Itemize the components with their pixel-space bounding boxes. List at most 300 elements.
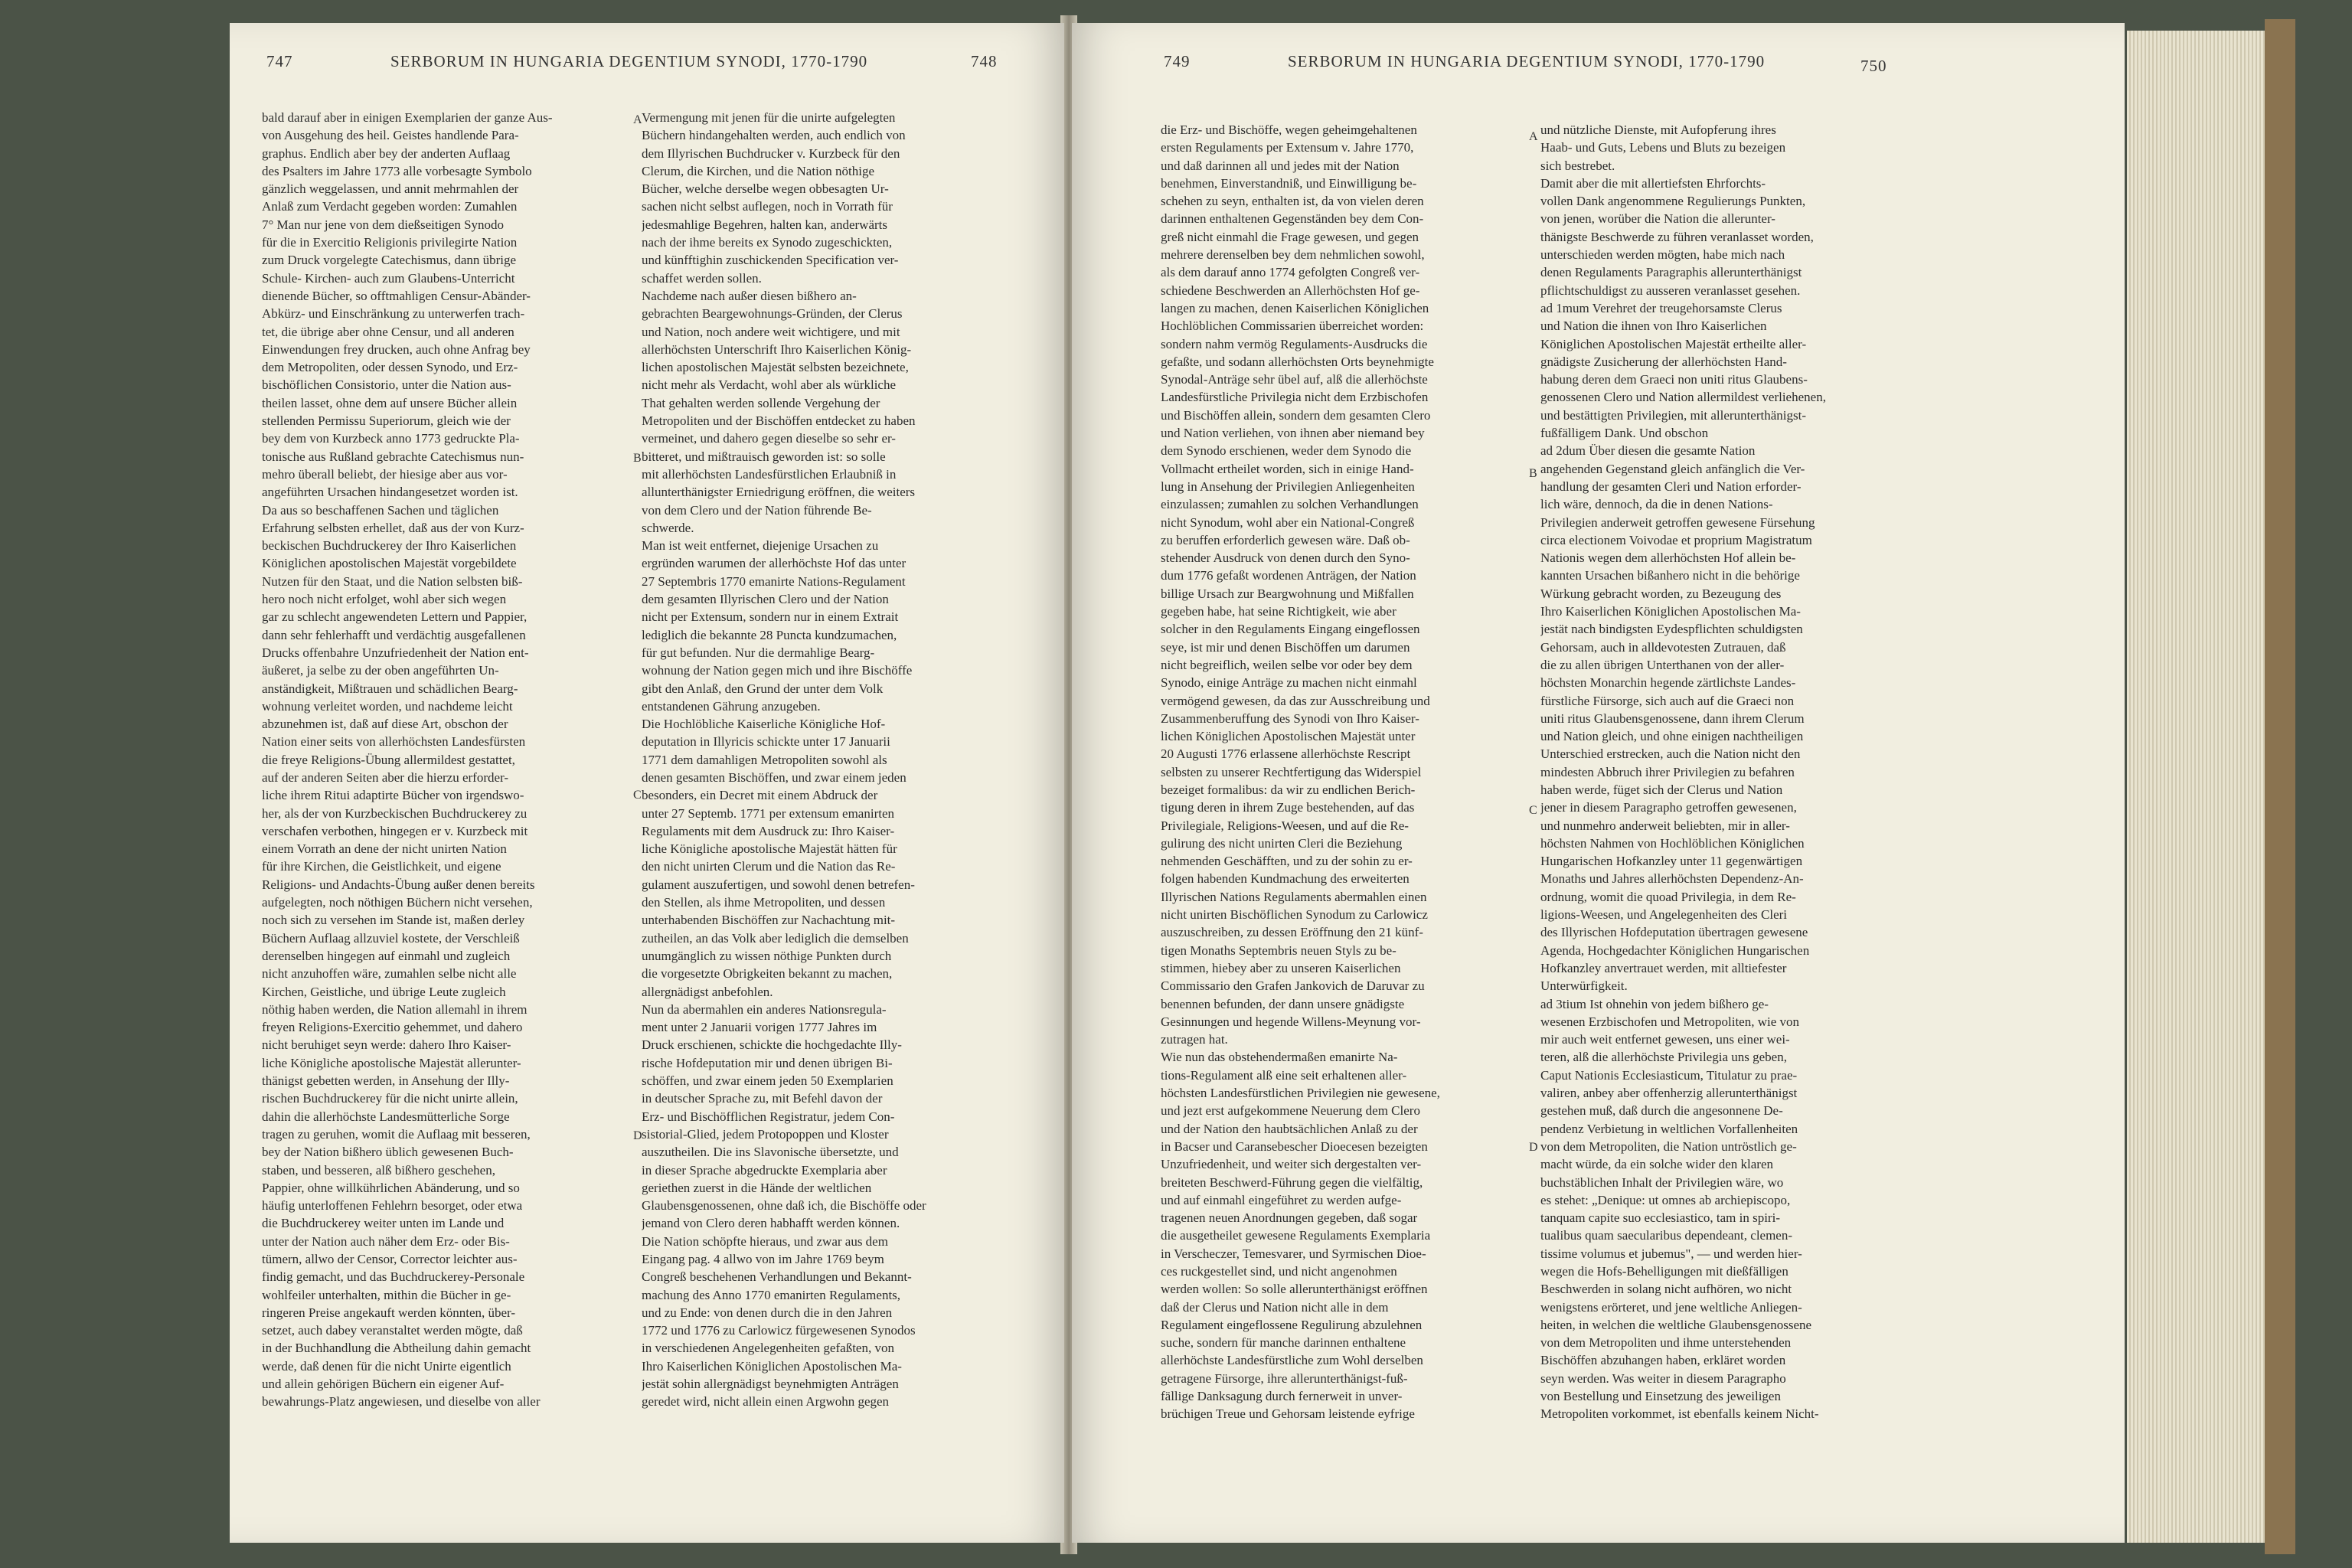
text-line: suche, sondern für manche darinnen enthaltene [1161,1335,1406,1351]
text-line: Hungarischen Hofkanzley unter 11 gegenwärtigen [1540,854,1803,869]
text-line: 7° Man nur jene von dem dießseitigen Synodo [262,217,505,232]
text-line: buchstäblichen Inhalt der Privilegien wäre, wo [1540,1174,1784,1190]
text-line: Regulament eingeflossene Regulirung abzulehnen [1161,1317,1423,1332]
text-line: des Psalters im Jahre 1773 alle vorbesagte Symbolo [262,163,532,178]
text-line: seye, ist mir und denen Bischöffen um darumen [1161,639,1410,655]
text-line: ad 3tium Ist ohnehin von jedem bißhero ge- [1540,996,1769,1011]
text-line: bitteret, und mißtrauisch geworden ist: so solle [642,449,886,464]
text-line: tigung deren in ihrem Zuge bestehenden, auf das [1161,800,1415,815]
text-line: von dem Metropoliten, die Nation untröstlich ge- [1540,1138,1797,1154]
text-line: angehenden Gegenstand gleich anfänglich die Ver- [1540,461,1805,476]
text-line: Einwendungen frey drucken, auch ohne Anfrag bey [262,341,531,357]
text-line: daß der Clerus und Nation nicht alle in dem [1161,1299,1389,1315]
text-line: Gehorsam, auch in alldevotesten Zutrauen, daß [1540,639,1786,655]
text-line: teren, alß die allerhöchste Privilegia uns geben, [1540,1050,1787,1065]
text-line: ordnung, womit die quoad Privilegia, in dem Re- [1540,889,1796,904]
text-line: kannten Ursachen bißanhero nicht in die behörige [1540,568,1800,583]
text-line: des Illyrischen Hofdeputation übertragen gewesene [1540,925,1808,940]
text-line: pendenz Verbietung in weltlichen Vorfallenheiten [1540,1121,1798,1136]
text-line: rischen Buchdruckerey für die nicht unirte allein, [262,1091,518,1106]
text-line: Landesfürstliche Privilegia nicht dem Erzbischofen [1161,390,1429,405]
text-line: Hofkanzley anvertrauet werden, mit alltiefester [1540,960,1787,975]
text-line: die vorgesetzte Obrigkeiten bekannt zu machen, [642,966,893,982]
text-line: dem Synodo erschienen, weder dem Synodo die [1161,443,1412,459]
text-column-749 [1161,121,1527,1423]
text-line: benennen befunden, der dann unsere gnädigste [1161,996,1405,1011]
text-line: und Nation die ihnen von Ihro Kaiserlichen [1540,318,1767,334]
text-line: den nicht unirten Clerum und die Nation das Re- [642,859,896,874]
text-line: dem Illyrischen Buchdrucker v. Kurzbeck für den [642,145,900,161]
text-line: auszuschreiben, zu dessen Eröffnung den 21 künf- [1161,925,1423,940]
text-line: Nation einer seits von allerhöchsten Landesfürsten [262,734,526,750]
text-line: sondern nahm vermög Regulaments-Ausdrucks die [1161,336,1428,351]
text-line: Würkung gebracht worden, zu Bezeugung des [1540,586,1782,601]
text-line: genossenen Clero und Nation allermildest verliehenen, [1540,390,1826,405]
running-title: SERBORUM IN HUNGARIA DEGENTIUM SYNODI, 1770-1790 [390,52,868,70]
page-edges [2127,31,2265,1543]
text-line: und Nation, noch andere weit wichtigere, und mit [642,324,900,339]
text-line: stellenden Permissu Superiorum, gleich wie der [262,413,511,429]
text-line: nach der ihme bereits ex Synodo zugeschickten, [642,235,893,250]
text-line: nicht mehr als Verdacht, wohl aber als würkliche [642,377,897,393]
text-line: Synodo, einige Anträge zu machen nicht einmahl [1161,675,1417,691]
text-line: entstandenen Gährung anzugeben. [642,698,821,714]
text-line: höchsten Nahmen von Hochlöblichen Königlichen [1540,835,1805,851]
text-line: Gesinnungen und hegende Willens-Meynung vor- [1161,1014,1421,1029]
text-line: seyn werden. Was weiter in diesem Paragrapho [1540,1370,1786,1386]
text-line: macht würde, da ein solche wider den klaren [1540,1157,1773,1172]
text-line: von Ausgehung des heil. Geistes handlende Para- [262,128,519,143]
text-line: als dem darauf anno 1774 gefolgten Congreß ver- [1161,265,1420,280]
text-line: lediglich die bekannte 28 Puncta kundzumachen, [642,627,897,642]
text-line: darinnen enthaltenen Gegenständen bey dem Con- [1161,211,1424,227]
text-line: Erfahrung selbsten erhellet, daß aus der von Kurz- [262,520,524,535]
text-line: höchsten Monarchin hegende zärtlichste Landes- [1540,675,1796,691]
text-line: jener in diesem Paragrapho getroffen gewesenen, [1540,800,1797,815]
text-line: bald darauf aber in einigen Exemplarien der ganze Aus- [262,110,553,125]
page-number-747: 747 [266,52,293,70]
text-line: wohnung verleitet worden, und nachdeme leicht [262,698,513,714]
text-line: gibt den Anlaß, den Grund der unter dem Volk [642,681,884,696]
text-line: liche Königliche apostolische Majestät hätten für [642,841,897,857]
text-line: die zu allen übrigen Unterthanen von der aller- [1540,657,1785,672]
text-line: heiten, in welchen die weltliche Glaubensgenossene [1540,1317,1812,1332]
text-line: tanquam capite suo ecclesiastico, tam in spiri- [1540,1210,1780,1226]
text-line: die Erz- und Bischöffe, wegen geheimgehaltenen [1161,122,1417,137]
text-line: Nutzen für den Staat, und die Nation selbsten biß- [262,573,523,589]
text-line: einem Vorrath an dene der nicht unirten Nation [262,841,507,857]
text-column-748 [642,109,1009,1411]
text-line: Königlichen Apostolischen Majestät ertheilte aller- [1540,336,1807,351]
text-line: jestät nach bindigsten Eydespflichten schuldigsten [1540,622,1803,637]
text-line: Nachdeme nach außer diesen bißhero an- [642,288,857,303]
text-line: Eingang pag. 4 allwo von im Jahre 1769 beym [642,1252,884,1266]
text-line: schwerde. [642,520,694,535]
text-line: anständigkeit, Mißtrauen und schädlichen Bearg- [262,681,518,696]
right-page [1072,23,2125,1543]
text-line: und jezt erst aufgekommene Neuerung dem Clero [1161,1103,1420,1119]
text-line: Kirchen, Geistliche, und übrige Leute zugleich [262,984,506,999]
text-line: rische Hofdeputation mir und denen übrigen Bi- [642,1055,893,1070]
text-line: wohnung der Nation gegen mich und ihre Bischöffe [642,663,913,678]
text-line: Regulaments mit dem Ausdruck zu: Ihro Kaiser- [642,823,895,838]
text-line: nicht Synodum, wohl aber ein National-Congreß [1161,514,1415,530]
text-line: Damit aber die mit allertiefsten Ehrforchts- [1540,175,1766,191]
text-line: Bischöffen abzuhangen haben, erkläret worden [1540,1353,1786,1368]
text-line: uniti ritus Glaubensgenossene, dann ihrem Clerum [1540,710,1805,726]
text-line: Büchern hindangehalten werden, auch endlich von [642,128,906,143]
page-number-750: 750 [1860,57,1887,75]
text-line: breiteten Beschwerd-Führung gegen die vielfältig, [1161,1174,1423,1190]
text-line: gar zu schlecht angewendeten Lettern und Pappier, [262,609,528,625]
text-line: nicht begreiflich, weilen selbe vor oder bey dem [1161,657,1413,672]
text-line: nehmenden Geschäfften, und zu der sohin zu er- [1161,854,1413,869]
text-line: jestät sohin allergnädigst beynehmigten Anträgen [642,1377,899,1392]
text-line: getragene Fürsorge, ihre allerunterthänigst-fuß- [1161,1370,1408,1386]
text-line: Metropoliten und der Bischöffen entdecket zu haben [642,413,916,429]
text-line: höchsten Landesfürstlichen Privilegien nie gewesene, [1161,1086,1440,1101]
text-line: sistorial-Glied, jedem Protopoppen und Kloster [642,1126,889,1142]
text-line: gebrachten Beargewohnungs-Gründen, der Clerus [642,306,903,322]
text-line: langen zu machen, denen Kaiserlichen Königlichen [1161,300,1429,315]
text-line: von Bestellung und Einsetzung des jeweiligen [1540,1389,1781,1404]
text-line: Haab- und Guts, Lebens und Bluts zu bezeigen [1540,140,1786,155]
text-line: bezeiget formalibus: da wir zu endlichen Berich- [1161,782,1416,797]
text-line: nöthig haben werden, die Nation allemahl in ihrem [262,1001,528,1017]
text-line: schöffen, und zwar einem jeden 50 Exemplarien [642,1073,893,1089]
text-line: setzet, auch dabey veranstaltet werden mögte, daß [262,1323,523,1338]
text-line: zutheilen, an das Volk aber lediglich die demselben [642,930,909,946]
text-line: und auf einmahl eingeführet zu werden aufge- [1161,1192,1402,1207]
text-line: Religions- und Andachts-Übung außer denen bereits [262,877,535,892]
text-line: Hochlöblichen Commissarien überreichet worden: [1161,318,1424,334]
text-line: für gut befunden. Nur die dermahlige Bearg- [642,645,875,660]
text-line: ment unter 2 Januarii vorigen 1777 Jahres im [642,1020,877,1035]
text-line: Unterwürfigkeit. [1540,978,1628,994]
text-line: Synodal-Anträge sehr übel auf, alß die allerhöchste [1161,372,1428,387]
text-line: und künfftighin zuschickenden Specification ver- [642,253,899,268]
text-line: Monaths und Jahres allerhöchsten Dependenz-An- [1540,871,1804,887]
text-line: Drucks offenbahre Unzufriedenheit der Nation ent- [262,645,529,660]
text-line: jedesmahlige Begehren, halten kan, anderwärts [642,217,887,232]
text-line: und bestättigten Privilegien, mit allerunterthänigst- [1540,407,1807,423]
text-line: folgen habenden Kundmachung des erweiterten [1161,871,1410,887]
text-line: und nunmehro anderweit beliebten, mir in aller- [1540,818,1790,833]
text-line: Vermengung mit jenen für die unirte aufgelegten [642,110,896,125]
text-line: dem gesamten Illyrischen Clero und der Nation [642,592,889,607]
text-line: einzulassen; zumahlen zu solchen Verhandlungen [1161,497,1419,512]
text-line: hero noch nicht erfolget, wohl aber sich wegen [262,592,507,607]
text-line: aufgelegten, noch nöthigen Büchern nicht versehen, [262,895,533,910]
text-line: lichen Königlichen Apostolischen Majestät unter [1161,729,1416,744]
text-line: tonische aus Rußland gebrachte Catechismus nun- [262,449,524,464]
text-line: Commissario den Grafen Jankovich de Daruvar zu [1161,978,1425,994]
section-marker-d: D [1529,1141,1538,1154]
text-line: und daß darinnen all und jedes mit der Nation [1161,158,1400,173]
book-cover-edge [2265,19,2295,1554]
text-line: vollen Dank angenommene Regulierungs Punkten, [1540,194,1806,209]
text-line: für die in Exercitio Religionis privilegirte Nation [262,235,518,250]
text-line: äußeret, ja selbe zu der oben angeführten Un- [262,663,499,678]
text-line: tualibus quam saecularibus dependeant, clemen- [1540,1228,1793,1243]
text-line: tions-Regulament alß eine seit erhaltenen aller- [1161,1067,1407,1083]
running-head-right [1072,52,2125,83]
text-line: von dem Metropoliten und ihme unterstehenden [1540,1335,1792,1351]
text-line: in verschiedenen Angelegenheiten gefaßten, von [642,1341,894,1356]
text-line: Nationis wegen dem allerhöchsten Hof allein be- [1540,550,1796,566]
text-line: stimmen, hiebey aber zu unseren Kaiserlichen [1161,960,1401,975]
text-line: zu beruffen erforderlich gewesen wäre. Daß ob- [1161,532,1410,547]
text-line: verschafen verbothen, hingegen er v. Kurzbeck mit [262,823,528,838]
text-line: und zu Ende: von denen durch die in den Jahren [642,1305,893,1320]
text-column-750 [1540,121,1906,1423]
text-line: vermögend gewesen, da das zur Ausschreibung und [1161,693,1430,708]
text-line: unterschieden werden mögten, habe mich nach [1540,247,1785,263]
text-line: Clerum, die Kirchen, und die Nation nöthige [642,163,875,178]
text-line: Wie nun das obstehendermaßen emanirte Na- [1161,1050,1398,1065]
text-line: ad 2dum Über diesen die gesamte Nation [1540,443,1756,459]
text-line: dienende Bücher, so offtmahligen Censur-Abänder- [262,288,531,303]
text-line: That gehalten werden sollende Vergehung der [642,395,880,410]
text-line: unter 27 Septemb. 1771 per extensum emanirten [642,805,894,821]
text-line: und Nation gleich, und ohne einigen nachtheiligen [1540,729,1804,744]
text-line: abzunehmen ist, daß auf diese Art, obschon der [262,717,508,732]
text-line: gänzlich weggelassen, und annit mehrmahlen der [262,181,519,197]
text-line: und Bischöffen allein, sondern dem gesamten Clero [1161,407,1431,423]
text-line: staben, und besseren, alß bißhero geschehen, [262,1162,495,1178]
text-line: allunterthänigster Erniedrigung eröffnen, die weiters [642,485,916,500]
text-line: sich bestrebet. [1540,158,1615,173]
text-line: auszutheilen. Die ins Slavonische übersetzte, und [642,1145,899,1160]
text-line: selbsten zu unserer Rechtfertigung das Widerspiel [1161,764,1422,779]
text-line: Pappier, ohne willkührlichen Abänderung, und so [262,1180,520,1195]
text-line: mit allerhöchsten Landesfürstlichen Erlaubniß in [642,466,897,482]
text-line: Agenda, Hochgedachter Königlichen Hungarischen [1540,942,1810,958]
text-line: beckischen Buchdruckerey der Ihro Kaiserlichen [262,538,517,554]
text-line: Metropoliten vorkommet, ist ebenfalls keinem Nicht- [1540,1406,1819,1422]
text-line: dahin die allerhöchste Landesmütterliche Sorge [262,1109,510,1124]
left-page [230,23,1064,1543]
text-line: nicht anzuhoffen wäre, zumahlen selbe nicht alle [262,966,517,982]
section-marker-a: A [1529,130,1538,143]
text-line: haben werde, füget sich der Clerus und Nation [1540,782,1783,797]
text-line: gulirung des nicht unirten Cleri die Beziehung [1161,835,1403,851]
text-line: werde, daß denen für die nicht Unirte eigentlich [262,1358,511,1374]
text-line: graphus. Endlich aber bey der anderten Auflaag [262,145,511,161]
text-line: von dem Clero und der Nation führende Be- [642,502,872,518]
text-line: freyen Religions-Exercitio gehemmet, und dahero [262,1020,523,1035]
text-line: lung in Ansehung der Privilegien Anliegenheiten [1161,479,1415,494]
text-line: Anlaß zum Verdacht gegeben worden: Zumahlen [262,199,518,214]
text-line: jemand von Clero deren habhafft werden können. [642,1216,900,1231]
running-title: SERBORUM IN HUNGARIA DEGENTIUM SYNODI, 1770-1790 [1288,52,1766,70]
text-line: schehen zu seyn, enthalten ist, da von vielen deren [1161,194,1424,209]
text-line: und nützliche Dienste, mit Aufopferung ihres [1540,122,1776,137]
text-line: in Bacser und Caransebescher Dioecesen bezeigten [1161,1138,1428,1154]
text-line: Nun da abermahlen ein anderes Nationsregula- [642,1001,887,1017]
text-line: solcher in den Regulaments Eingang eingeflossen [1161,622,1420,637]
text-line: tümern, allwo der Censor, Corrector leichter aus- [262,1252,518,1266]
text-line: und allein gehörigen Büchern ein eigener Auf- [262,1377,505,1392]
text-line: wohlfeiler unterhalten, mithin die Bücher in ge- [262,1287,511,1302]
text-column-747 [262,109,629,1411]
text-line: mehro überall beliebt, der hiesige aber aus vor- [262,466,508,482]
text-line: ergründen warumen der allerhöchste Hof das unter [642,556,906,571]
text-line: wegen die Hofs-Behelligungen mit dießfälligen [1540,1264,1788,1279]
section-marker-b: B [1529,467,1537,480]
text-line: und der Nation den haubtsächlichen Anlaß zu der [1161,1121,1418,1136]
text-line: greß nicht einmahl die Frage gewesen, und gegen [1161,229,1419,244]
text-line: wesenen Erzbischofen und Metropoliten, wie von [1540,1014,1800,1029]
text-line: Ihro Kaiserlichen Königlichen Apostolischen Ma- [642,1358,902,1374]
text-line: dum 1776 gefaßt wordenen Anträgen, der Nation [1161,568,1416,583]
text-line: tet, die übrige aber ohne Censur, und all anderen [262,324,514,339]
text-line: lichen apostolischen Majestät selbsten bezeichnete, [642,360,909,375]
text-line: Unterschied erstrecken, auch die Nation nicht den [1540,746,1801,762]
section-marker-c: C [1529,804,1537,817]
text-line: gegeben habe, hat seine Richtigkeit, wie aber [1161,604,1396,619]
text-line: bey dem von Kurzbeck anno 1773 gedruckte Pla- [262,431,520,446]
text-line: 1772 und 1776 zu Carlowicz fürgewesenen Synodos [642,1323,916,1338]
text-line: mir auch weit entfernet gewesen, uns einer wei- [1540,1032,1790,1047]
text-line: gulament auszufertigen, und sowohl denen betrefen- [642,877,915,892]
text-line: tissime volumus et jubemus", — und werden hier- [1540,1246,1802,1261]
text-line: allerhöchste Landesfürstliche zum Wohl derselben [1161,1353,1423,1368]
text-line: brüchigen Treue und Gehorsam leistende eyfrige [1161,1406,1415,1422]
text-line: besonders, ein Decret mit einem Abdruck der [642,788,878,803]
page-number-748: 748 [971,52,998,70]
text-line: unumgänglich zu wissen nöthige Punkten durch [642,948,892,963]
text-line: Erz- und Bischöfflichen Registratur, jedem Con- [642,1109,895,1124]
text-line: den Stellen, als ihme Metropoliten, und dessen [642,895,886,910]
text-line: valiren, anbey aber offenherzig allerunterthänigst [1540,1086,1798,1101]
text-line: Druck erschienen, schickte die hochgedachte Illy- [642,1037,902,1053]
text-line: Die Nation schöpfte hieraus, und zwar aus dem [642,1233,888,1249]
text-line: mindesten Abbruch ihrer Privilegien zu befahren [1540,764,1795,779]
text-line: geredet wird, nicht allein einen Argwohn gegen [642,1394,890,1410]
page-number-749: 749 [1164,52,1191,70]
text-line: Glaubensgenossenen, ohne daß ich, die Bischöffe oder [642,1198,926,1214]
section-marker-d: D [633,1129,642,1142]
text-line: Vollmacht ertheilet worden, sich in einige Hand- [1161,461,1414,476]
text-line: unterhabenden Bischöffen zur Nachachtung mit- [642,913,896,928]
text-line: findig gemacht, und das Buchdruckerey-Personale [262,1269,525,1285]
text-line: 27 Septembris 1770 emanirte Nations-Regulament [642,573,906,589]
text-line: sachen nicht selbst auflegen, noch in Vorrath für [642,199,893,214]
running-head-left [230,52,1064,83]
text-line: Illyrischen Nations Regulaments abermahlen einen [1161,889,1427,904]
text-line: dem Metropoliten, oder dessen Synodo, und Erz- [262,360,518,375]
text-line: ringeren Preise angekauft werden könnten, über- [262,1305,516,1320]
text-line: Privilegiale, Religions-Weesen, und auf die Re- [1161,818,1409,833]
text-line: billige Ursach zur Beargwohnung und Mißfallen [1161,586,1414,601]
text-line: fußfälligem Dank. Und obschon [1540,426,1709,441]
text-line: fürstliche Fürsorge, sich auch auf die Graeci non [1540,693,1795,708]
section-marker-a: A [633,113,642,126]
text-line: Privilegien anderweit getroffen gewesene Fürsehung [1540,514,1815,530]
text-line: auf der anderen Seiten aber die hierzu erforder- [262,769,509,785]
text-line: Caput Nationis Ecclesiasticum, Titulatur zu prae- [1540,1067,1798,1083]
text-line: liche ihrem Ritui adaptirte Bücher von irgendswo- [262,788,524,803]
text-line: theilen lasset, ohne dem auf unsere Bücher allein [262,395,518,410]
text-line: gefaßte, und sodann allerhöchsten Orts beynehmigte [1161,354,1434,369]
text-line: thänigste Beschwerde zu führen veranlasset worden, [1540,229,1814,244]
text-line: noch sich zu versehen im Stande ist, maßen derley [262,913,525,928]
text-line: Unzufriedenheit, und weiter sich dergestalten ver- [1161,1157,1422,1172]
text-line: denen gesamten Bischöffen, und zwar einem jeden [642,769,906,785]
text-line: Beschwerden in solang nicht aufhören, wo nicht [1540,1282,1792,1297]
text-line: denen Regulaments Paragraphis allerunterthänigst [1540,265,1802,280]
section-marker-c: C [633,789,642,802]
text-line: benehmen, Einverstandniß, und Einwilligung be- [1161,175,1417,191]
text-line: her, als der von Kurzbeckischen Buchdruckerey zu [262,805,528,821]
text-line: in dieser Sprache abgedruckte Exemplaria aber [642,1162,887,1178]
text-line: die Buchdruckerey weiter unten im Lande und [262,1216,505,1231]
text-line: unter der Nation auch näher dem Erz- oder Bis- [262,1233,510,1249]
text-line: häufig unterloffenen Fehlehrn besorget, oder etwa [262,1198,523,1214]
text-line: Zusammenberuffung des Synodi von Ihro Kaiser- [1161,710,1419,726]
text-line: in deutscher Sprache zu, mit Befehl davon der [642,1091,883,1106]
text-line: von jenen, worüber die Nation die allerunter- [1540,211,1775,227]
text-line: für ihre Kirchen, die Geistlichkeit, und eigene [262,859,501,874]
text-line: lich wäre, dennoch, da die in denen Nations- [1540,497,1773,512]
text-line: wenigstens erörteret, und jene weltliche Anliegen- [1540,1299,1802,1315]
section-marker-b: B [633,452,642,465]
text-line: zutragen hat. [1161,1032,1228,1047]
text-line: ad 1mum Verehret der treugehorsamste Clerus [1540,300,1782,315]
text-line: und Nation verliehen, von ihnen aber niemand bey [1161,426,1425,441]
text-line: nicht unirten Bischöflichen Synodum zu Carlowicz [1161,907,1428,923]
text-line: derenselben hingegen auf einmahl und zugleich [262,948,511,963]
text-line: 20 Augusti 1776 erlassene allerhöchste Rescript [1161,746,1411,762]
text-line: Ihro Kaiserlichen Königlichen Apostolischen Ma- [1540,604,1801,619]
text-line: zum Druck vorgelegte Catechismus, dann übrige [262,253,517,268]
text-line: bischöflichen Consistorio, unter die Nation aus- [262,377,511,393]
text-line: tigen Monaths Septembris neuen Styls zu be- [1161,942,1396,958]
text-line: bewahrungs-Platz angewiesen, und dieselbe von aller [262,1394,541,1410]
text-line: Die Hochlöbliche Kaiserliche Königliche Hof- [642,717,886,732]
text-line: es stehet: „Denique: ut omnes ab archiepiscopo, [1540,1192,1791,1207]
text-line: dann sehr fehlerhafft und verdächtig ausgefallenen [262,627,526,642]
text-line: Da aus so beschaffenen Sachen und täglichen [262,502,499,518]
text-line: bey der Nation bißhero üblich gewesenen Buch- [262,1145,514,1160]
text-line: schaffet werden sollen. [642,270,762,286]
text-line: allergnädigst anbefohlen. [642,984,773,999]
text-line: liche Königliche apostolische Majestät allerunter- [262,1055,521,1070]
text-line: gnädigste Zusicherung der allerhöchsten Hand- [1540,354,1787,369]
text-line: die freye Religions-Übung allermildest gestattet, [262,752,515,767]
text-line: Congreß beschehenen Verhandlungen und Bekannt- [642,1269,912,1285]
text-line: in der Buchhandlung die Abtheilung dahin gemacht [262,1341,531,1356]
text-line: machung des Anno 1770 emanirten Regulaments, [642,1287,901,1302]
text-line: mehrere derenselben bey dem nehmlichen sowohl, [1161,247,1425,263]
text-line: ersten Regulaments per Extensum v. Jahre 1770, [1161,140,1414,155]
text-line: nicht beruhiget seyn werde: dahero Ihro Kaiser- [262,1037,511,1053]
text-line: die ausgetheilet gewesene Regulaments Exemplaria [1161,1228,1431,1243]
text-line: Büchern Auflaag allzuviel kostete, der Verschleiß [262,930,520,946]
text-line: fällige Danksagung durch fernerweit in unver- [1161,1389,1403,1404]
text-line: Bücher, welche derselbe wegen obbesagten Ur- [642,181,889,197]
text-line: Abkürz- und Einschränkung zu unterwerfen trach- [262,306,525,322]
text-line: werden wollen: So solle allerunterthänigst eröffnen [1161,1282,1428,1297]
text-line: angeführten Ursachen hindangesetzet worden ist. [262,485,518,500]
text-line: Schule- Kirchen- auch zum Glaubens-Unterricht [262,270,515,286]
text-line: circa electionem Voivodae et proprium Magistratum [1540,532,1812,547]
text-line: gestehen muß, daß durch die angesonnene De- [1540,1103,1783,1119]
text-line: 1771 dem damahligen Metropoliten sowohl als [642,752,887,767]
text-line: ligions-Weesen, und Angelegenheiten des Cleri [1540,907,1788,923]
text-line: vermeinet, und dahero gegen dieselbe so sehr er- [642,431,896,446]
